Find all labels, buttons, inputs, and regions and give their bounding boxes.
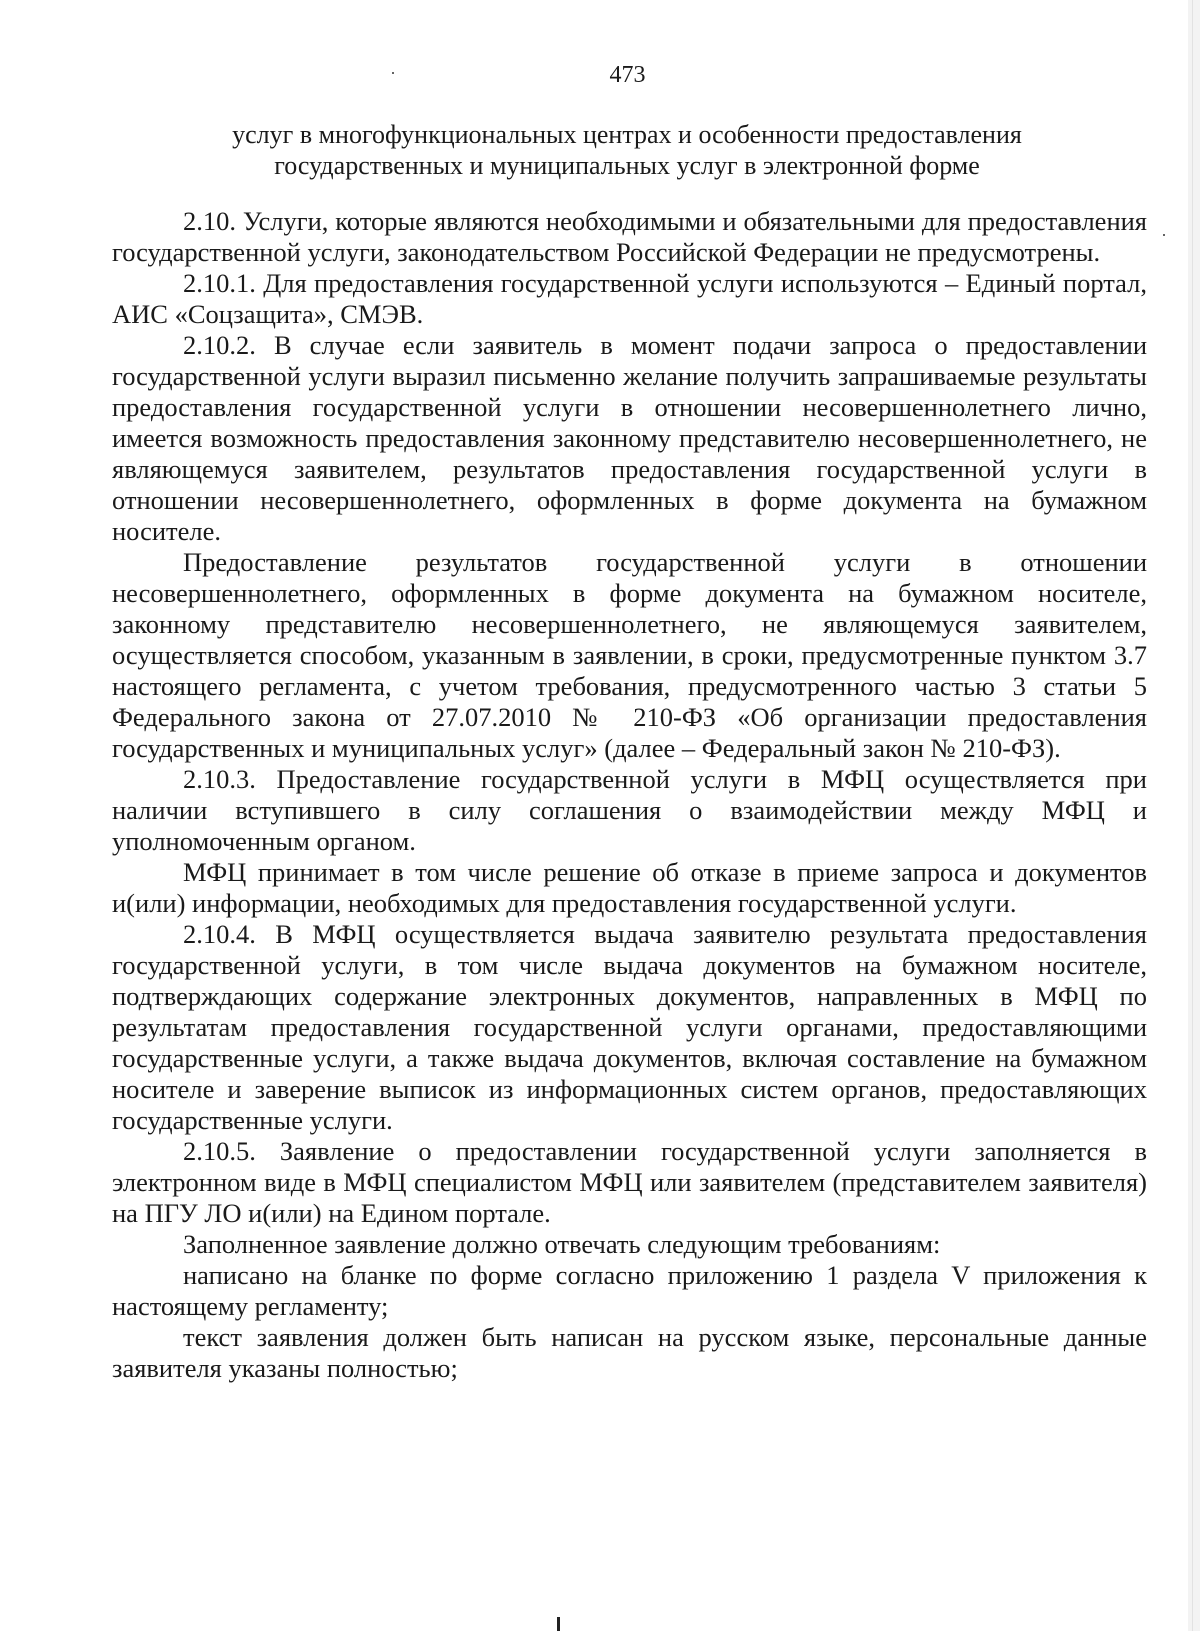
page-number: 473: [609, 62, 646, 88]
paragraph-requirement-form: написано на бланке по форме согласно приложению 1 раздела V приложения к настоящему регламенту;: [112, 1260, 1147, 1321]
paragraph-2-10-1: 2.10.1. Для предоставления государственной услуги используются – Единый портал, АИС «Соцзащита», СМЭВ.: [112, 268, 1147, 329]
scan-mark: [557, 1617, 560, 1631]
scan-edge-shadow: [1188, 0, 1200, 1631]
section-heading-line-2: государственных и муниципальных услуг в электронной форме: [274, 151, 980, 180]
section-heading: [112, 119, 1142, 181]
section-heading-line-1: услуг в многофункциональных центрах и особенности предоставления: [232, 120, 1022, 149]
document-body: [112, 206, 1147, 1384]
paragraph-2-10-2: 2.10.2. В случае если заявитель в момент подачи запроса о предоставлении государственной услуги выразил письменно желание получить запрашиваемые результаты предоставления государственной услуги в отношении несовершеннолетнего лично, имеется возможность предоставления законному представителю несовершеннолетнего, не являющемуся заявителем, результатов предоставления государственной услуги в отношении несовершеннолетнего, оформленных в форме документа на бумажном носителе.: [112, 330, 1147, 546]
paragraph-requirements-intro: Заполненное заявление должно отвечать следующим требованиям:: [183, 1229, 941, 1259]
scan-speck: [1163, 234, 1165, 236]
paragraph-2-10-2-continued: Предоставление результатов государственной услуги в отношении несовершеннолетнего, оформленных в форме документа на бумажном носителе, законному представителю несовершеннолетнего, не являющемуся заявителем, осуществляется способом, указанным в заявлении, в сроки, предусмотренные пунктом 3.7 настоящего регламента, с учетом требования, предусмотренного частью 3 статьи 5 Федерального закона от 27.07.2010 № 210-ФЗ «Об организации предоставления государственных и муниципальных услуг» (далее – Федеральный закон № 210-ФЗ).: [112, 547, 1147, 763]
scan-speck: [392, 72, 394, 74]
scan-edge-line: [1192, 0, 1193, 1631]
paragraph-2-10-5: 2.10.5. Заявление о предоставлении государственной услуги заполняется в электронном виде в МФЦ специалистом МФЦ или заявителем (представителем заявителя) на ПГУ ЛО и(или) на Едином портале.: [112, 1136, 1147, 1228]
paragraph-2-10-3-continued: МФЦ принимает в том числе решение об отказе в приеме запроса и документов и(или) информации, необходимых для предоставления государственной услуги.: [112, 857, 1147, 918]
paragraph-2-10: 2.10. Услуги, которые являются необходимыми и обязательными для предоставления государственной услуги, законодательством Российской Федерации не предусмотрены.: [112, 206, 1147, 267]
paragraph-requirement-language: текст заявления должен быть написан на русском языке, персональные данные заявителя указаны полностью;: [112, 1322, 1147, 1383]
paragraph-2-10-4: 2.10.4. В МФЦ осуществляется выдача заявителю результата предоставления государственной услуги, в том числе выдача документов на бумажном носителе, подтверждающих содержание электронных документов, направленных в МФЦ по результатам предоставления государственной услуги органами, предоставляющими государственные услуги, а также выдача документов, включая составление на бумажном носителе и заверение выписок из информационных систем органов, предоставляющих государственные услуги.: [112, 919, 1147, 1135]
paragraph-2-10-3: 2.10.3. Предоставление государственной услуги в МФЦ осуществляется при наличии вступившего в силу соглашения о взаимодействии между МФЦ и уполномоченным органом.: [112, 764, 1147, 856]
